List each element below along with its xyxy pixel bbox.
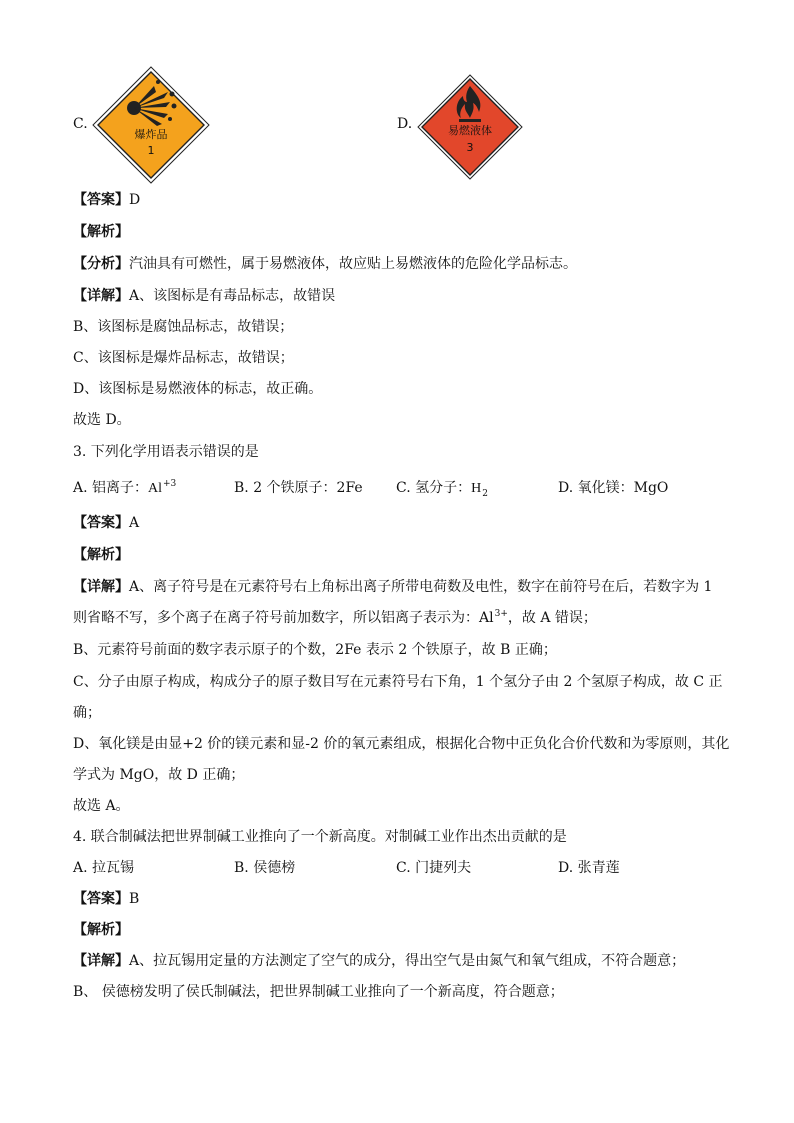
detail-tag: 【详解】	[73, 953, 129, 969]
q3-detail-c-line2: 确；	[73, 705, 101, 721]
hydrogen-symbol: H	[471, 481, 482, 496]
q2-detail-d: D、该图标是易燃液体的标志，故正确。	[73, 381, 323, 397]
option-text: C. 氢分子：	[396, 480, 472, 496]
analysis-tag: 【解析】	[73, 547, 129, 563]
q2-detail-b: B、该图标是腐蚀品标志，故错误；	[73, 319, 294, 335]
option-text: A. 铝离子：	[73, 480, 149, 496]
detail-text: A、该图标是有毒品标志，故错误	[129, 288, 336, 304]
q2-answer-line	[73, 191, 140, 209]
q2-analysis-lead	[73, 255, 577, 273]
flammable-liquid-sign	[415, 72, 525, 182]
q2-conclusion: 故选 D。	[73, 412, 131, 428]
q4-detail-a	[73, 952, 685, 970]
charge-superscript: +3	[163, 479, 177, 489]
option-c-label: C.	[73, 116, 88, 132]
q3-detail-b: B、元素符号前面的数字表示原子的个数，2Fe 表示 2 个铁原子，故 B 正确；	[73, 642, 557, 658]
explosive-sign-number: 1	[147, 144, 155, 157]
q3-option-c	[396, 479, 488, 499]
q4-option-c: C. 门捷列夫	[396, 860, 472, 876]
q3-detail-d-line2: 学式为 MgO，故 D 正确；	[73, 767, 245, 783]
answer-tag: 【答案】	[73, 891, 129, 907]
q4-option-d: D. 张青莲	[558, 860, 620, 876]
q3-detail-d-line1: D、氧化镁是由显+2 价的镁元素和显-2 价的氧元素组成，根据化合物中正负化合价代数和为零原则，其化	[73, 736, 730, 752]
answer-tag: 【答案】	[73, 515, 129, 531]
flammable-sign-text: 易燃液体	[448, 124, 492, 137]
detail-text: A、离子符号是在元素符号右上角标出离子所带电荷数及电性，数字在前符号在后，若数字为 1	[129, 579, 713, 595]
atom-count-subscript: 2	[482, 489, 488, 499]
charge-superscript: 3+	[494, 609, 508, 619]
detail-tag: 【详解】	[73, 288, 129, 304]
q3-answer-line	[73, 514, 139, 532]
detail-text: ，故 A 错误；	[507, 610, 597, 626]
q2-analysis-heading	[73, 223, 129, 241]
q4-question: 4. 联合制碱法把世界制碱工业推向了一个新高度。对制碱工业作出杰出贡献的是	[73, 829, 567, 845]
flammable-sign-number: 3	[466, 141, 474, 154]
explosive-hazard-sign	[90, 64, 212, 186]
q3-detail-c-line1: C、分子由原子构成，构成分子的原子数目写在元素符号右下角，1 个氢分子由 2 个氢原子构成，故 C 正	[73, 674, 723, 690]
analysis-tag: 【解析】	[73, 224, 129, 240]
q4-option-b: B. 侯德榜	[234, 860, 296, 876]
detail-tag: 【详解】	[73, 579, 129, 595]
answer-value: B	[129, 891, 140, 907]
q3-option-b: B. 2 个铁原子：2Fe	[234, 480, 363, 496]
analysis-tag: 【解析】	[73, 922, 129, 938]
detail-text: A、拉瓦锡用定量的方法测定了空气的成分，得出空气是由氮气和氧气组成，不符合题意；	[129, 953, 686, 969]
q3-detail-a-line2	[73, 609, 597, 629]
explosive-sign-text: 爆炸品	[134, 128, 168, 141]
q3-detail-a-line1	[73, 578, 712, 596]
analysis-lead-text: 汽油具有可燃性，属于易燃液体，故应贴上易燃液体的危险化学品标志。	[129, 256, 577, 272]
answer-value: D	[129, 192, 141, 208]
q3-option-d: D. 氧化镁：MgO	[558, 480, 669, 496]
answer-tag: 【答案】	[73, 192, 129, 208]
q4-detail-b: B、 侯德榜发明了侯氏制碱法，把世界制碱工业推向了一个新高度，符合题意；	[73, 984, 564, 1000]
answer-value: A	[129, 515, 140, 531]
analysis-lead-tag: 【分析】	[73, 256, 129, 272]
q4-answer-line	[73, 890, 139, 908]
q3-option-a	[73, 479, 176, 499]
q2-detail-a	[73, 287, 335, 305]
q4-analysis-heading	[73, 921, 129, 939]
option-d-label: D.	[397, 116, 413, 132]
detail-text: 则省略不写，多个离子在离子符号前加数字，所以铝离子表示为：Al	[73, 610, 494, 626]
aluminum-symbol: Al	[148, 481, 163, 496]
q2-detail-c: C、该图标是爆炸品标志，故错误；	[73, 350, 294, 366]
q3-conclusion: 故选 A。	[73, 798, 130, 814]
q3-analysis-heading	[73, 546, 129, 564]
q3-question: 3. 下列化学用语表示错误的是	[73, 444, 259, 460]
q4-option-a: A. 拉瓦锡	[73, 860, 135, 876]
